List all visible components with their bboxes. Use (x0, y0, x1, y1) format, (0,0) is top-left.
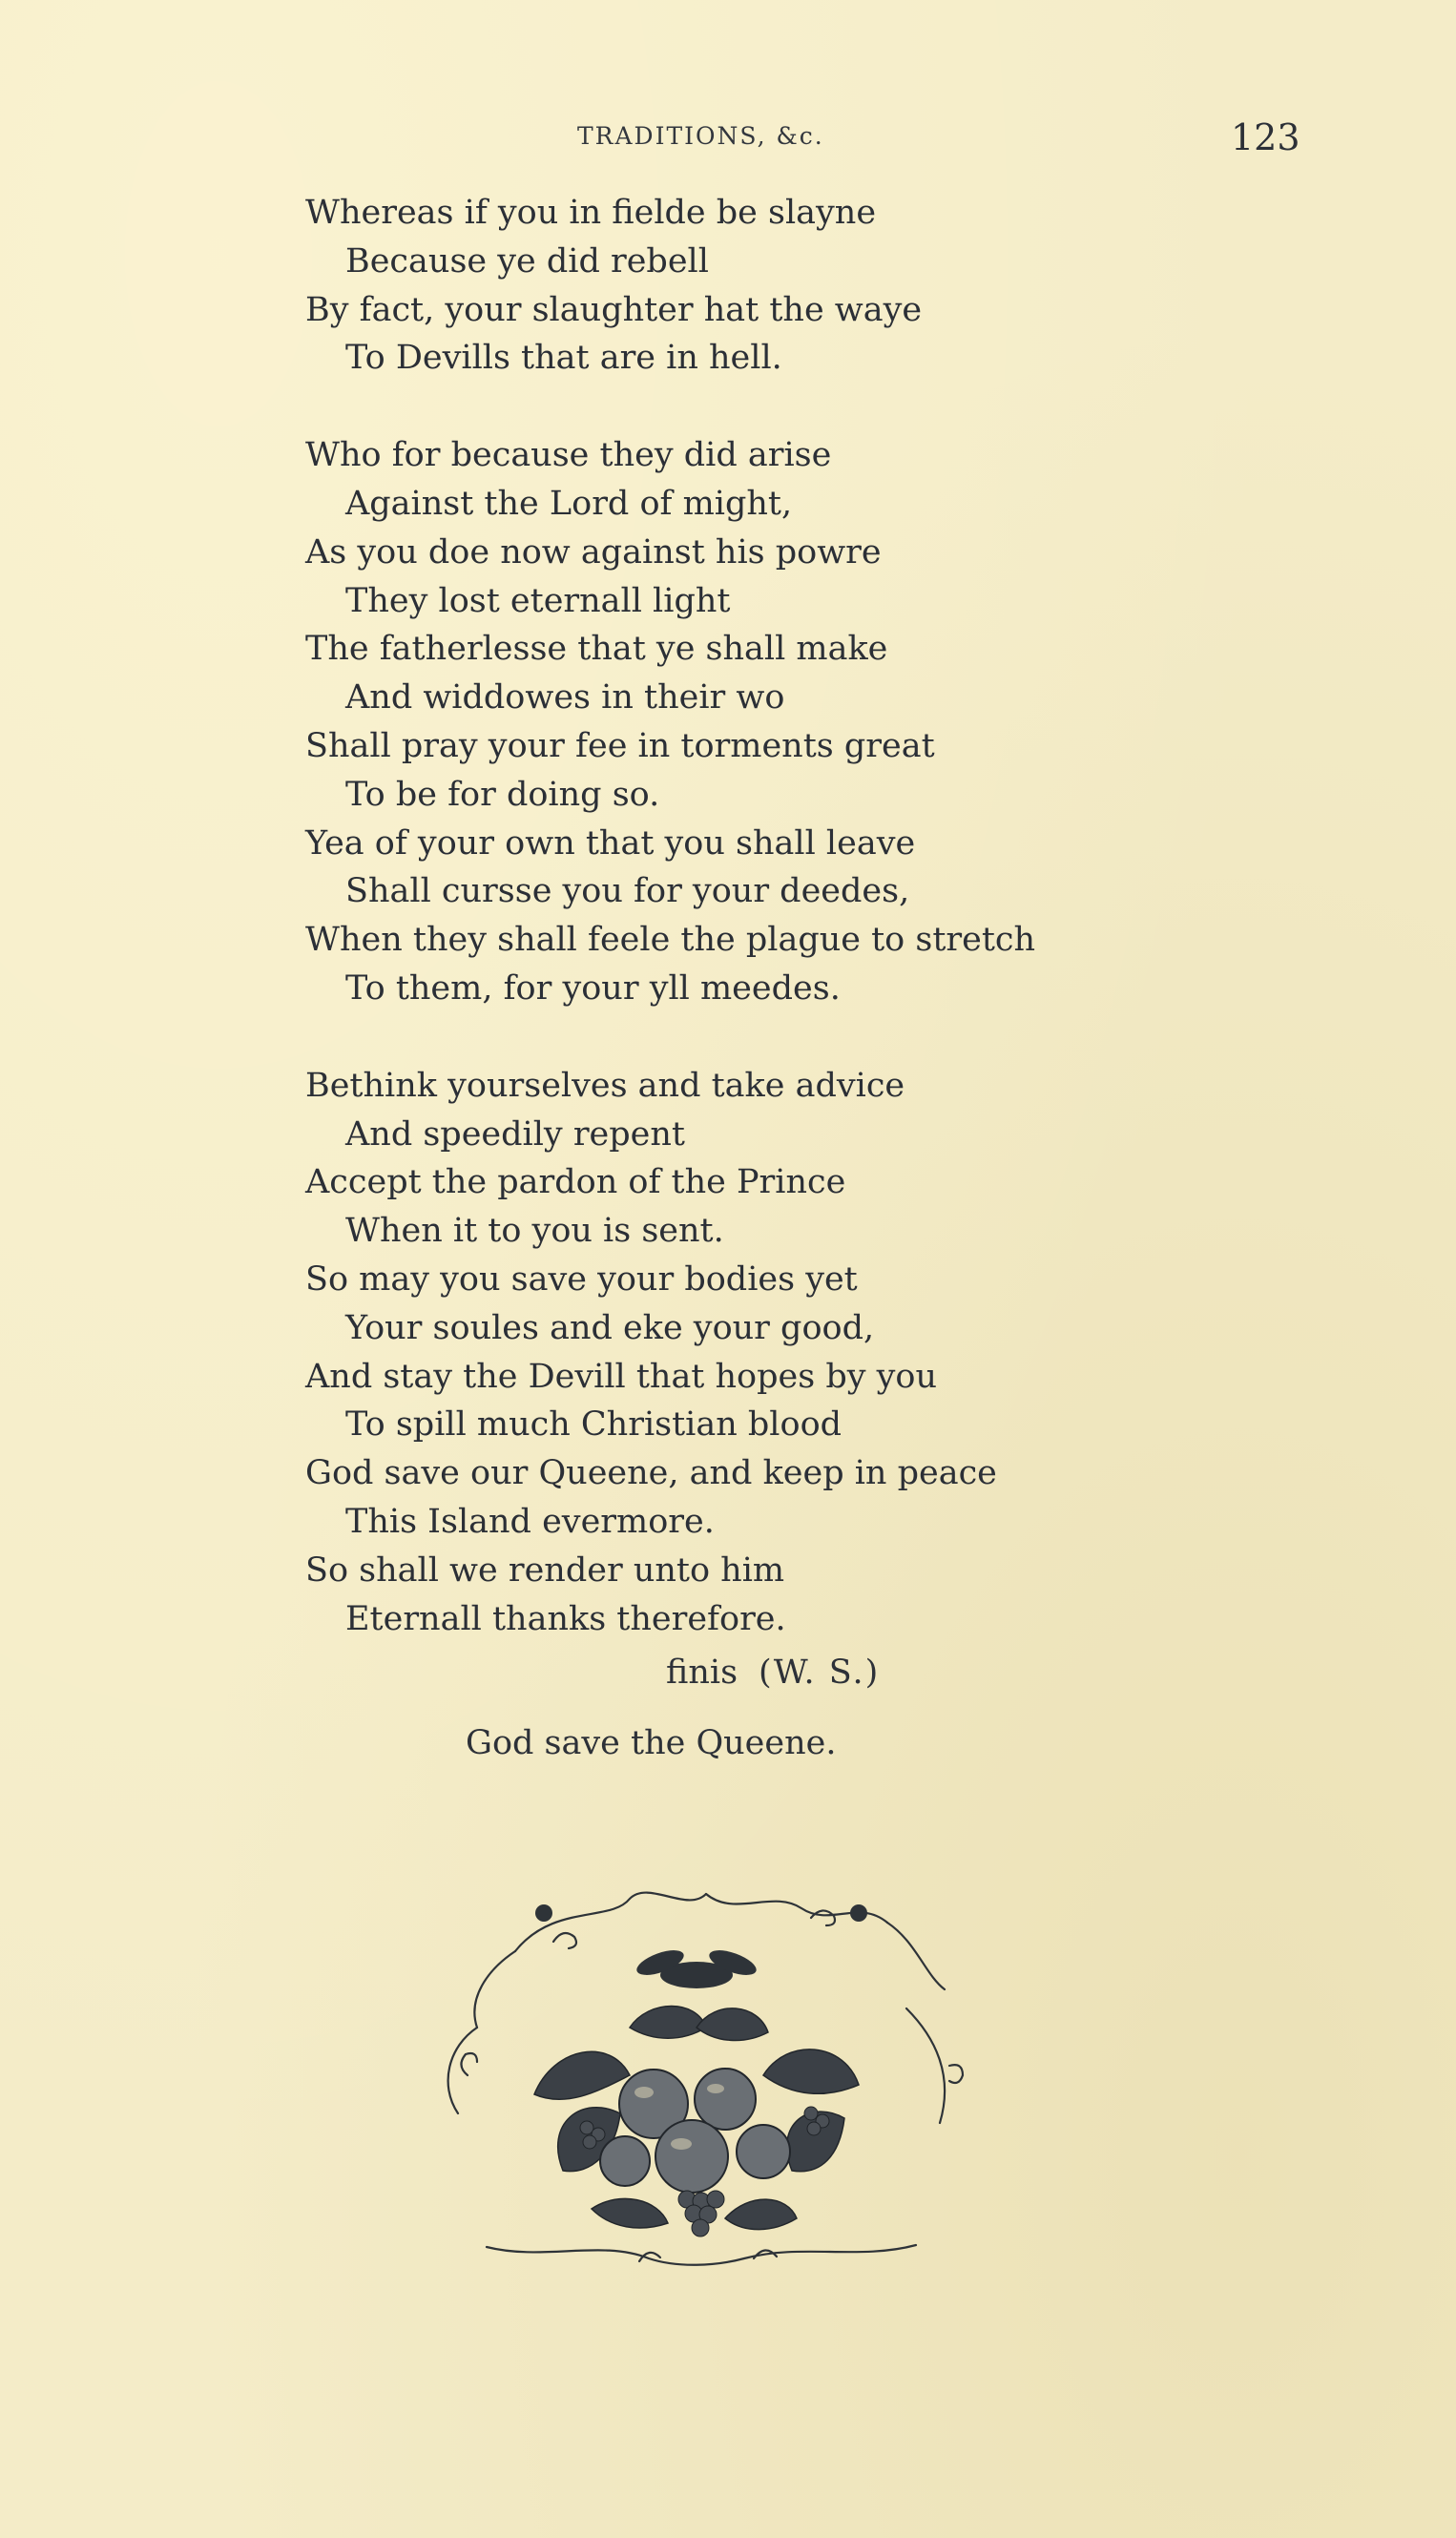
god-save-line: God save the Queene. (466, 1724, 837, 1762)
poem-line: Because ye did rebell (345, 241, 709, 281)
poem-line: They lost eternall light (345, 581, 731, 620)
poem-line: To be for doing so. (345, 775, 660, 814)
stanza-3 (305, 1062, 1259, 1644)
poem-line: To them, for your yll meedes. (345, 968, 841, 1008)
page-number: 123 (1231, 116, 1300, 158)
poem-line: Your soules and eke your good, (345, 1308, 875, 1347)
poem-line: God save our Queene, and keep in peace (305, 1454, 997, 1493)
running-head (0, 116, 1456, 158)
finis-line (666, 1654, 880, 1692)
stanza-2 (305, 431, 1259, 1013)
poem-line: The fatherlesse that ye shall make (305, 630, 888, 669)
poem-line: Whereas if you in fielde be slayne (305, 194, 877, 232)
poem-line: And speedily repent (345, 1114, 685, 1154)
poem-line: To Devills that are in hell. (345, 339, 782, 378)
poem-line: Accept the pardon of the Prince (305, 1163, 846, 1202)
running-title: TRADITIONS, &c. (577, 122, 824, 150)
poem-line: Against the Lord of might, (345, 484, 793, 523)
poem-line: So may you save your bodies yet (305, 1259, 858, 1299)
poem (305, 189, 1259, 1692)
attribution: (W. S.) (759, 1654, 881, 1692)
poem-line: Bethink yourselves and take advice (305, 1066, 905, 1105)
poem-line: So shall we render unto him (305, 1550, 785, 1590)
poem-line: This Island evermore. (345, 1502, 715, 1541)
poem-line: To spill much Christian blood (345, 1405, 842, 1445)
finis-word: finis (666, 1654, 738, 1692)
poem-line: By fact, your slaughter hat the waye (305, 290, 923, 329)
poem-line: When they shall feele the plague to stretch (305, 921, 1036, 960)
poem-line: When it to you is sent. (345, 1212, 724, 1251)
floral-fruit-tailpiece-icon (410, 1884, 983, 2285)
poem-line: Yea of your own that you shall leave (305, 823, 916, 863)
poem-line: And widdowes in their wo (345, 678, 785, 718)
poem-line: Eternall thanks therefore. (345, 1599, 786, 1638)
poem-line: As you doe now against his powre (305, 532, 882, 572)
stanza-1 (305, 189, 1259, 383)
poem-line: Shall cursse you for your deedes, (345, 872, 910, 911)
poem-line: Who for because they did arise (305, 436, 832, 475)
poem-line: Shall pray your fee in torments great (305, 726, 935, 765)
poem-line: And stay the Devill that hopes by you (305, 1357, 938, 1396)
